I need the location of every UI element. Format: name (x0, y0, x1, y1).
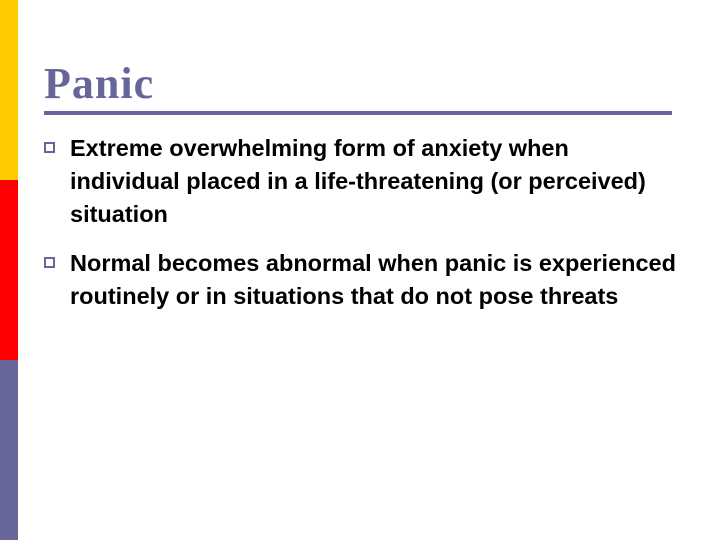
bullet-list (44, 132, 684, 329)
title-underline-rule (44, 111, 672, 115)
square-bullet-icon (44, 142, 55, 153)
bullet-item (44, 247, 684, 313)
sidebar-accent-yellow (0, 0, 18, 180)
bullet-item (44, 132, 684, 231)
sidebar-accent-blue (0, 360, 18, 540)
sidebar-accent-red (0, 180, 18, 360)
slide-title: Panic (44, 59, 155, 108)
square-bullet-icon (44, 257, 55, 268)
bullet-text: Extreme overwhelming form of anxiety when individual placed in a life-threatening (or perceived) situation (70, 135, 646, 227)
bullet-text: Normal becomes abnormal when panic is experienced routinely or in situations that do not pose threats (70, 250, 676, 309)
